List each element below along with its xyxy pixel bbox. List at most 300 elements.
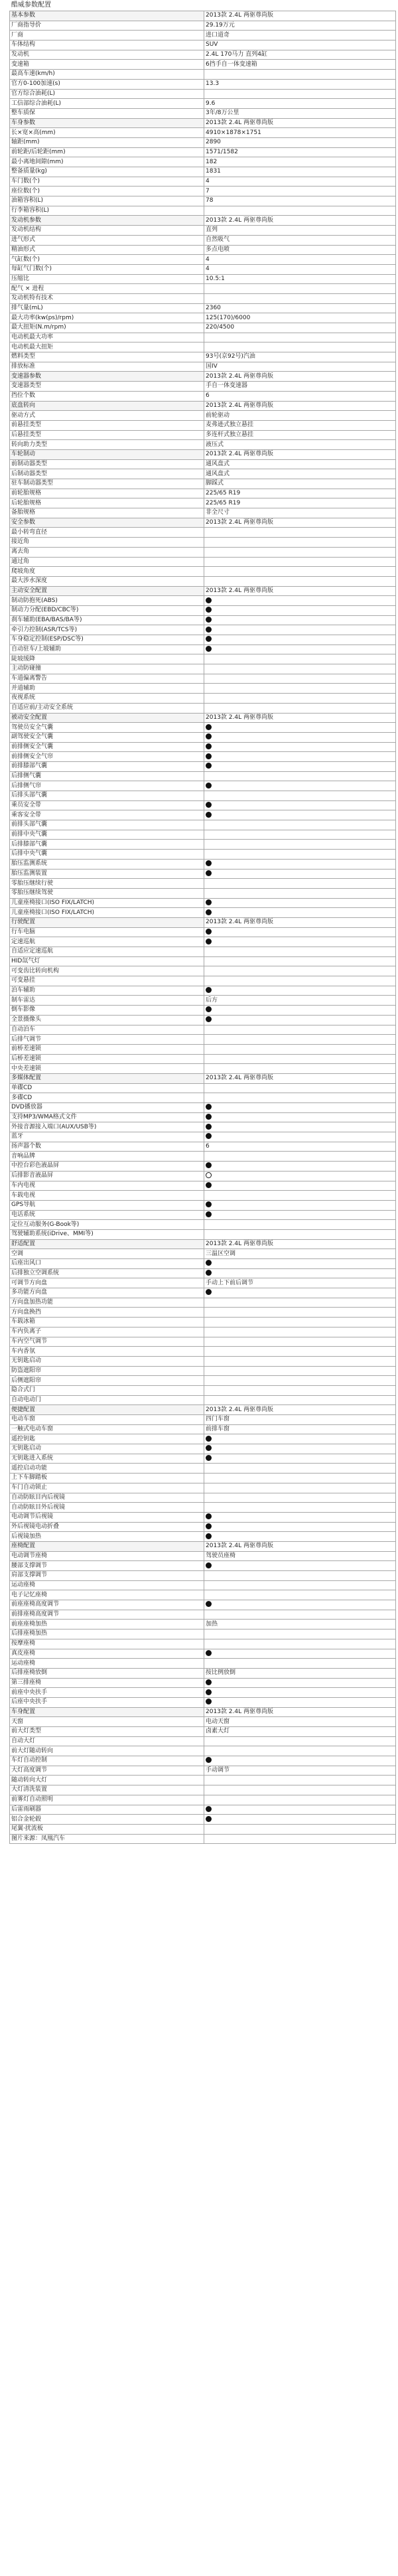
spec-label: 陡坡缓降 (10, 654, 204, 664)
standard-dot-icon (206, 1182, 212, 1188)
spec-value (204, 1639, 396, 1649)
spec-value (204, 1474, 396, 1483)
table-row (10, 908, 396, 918)
spec-label: 扬声器个数 (10, 1142, 204, 1152)
spec-value (204, 1571, 396, 1581)
table-row (10, 1474, 396, 1483)
spec-value: 1831 (204, 167, 396, 177)
standard-dot-icon (206, 1699, 212, 1705)
spec-value (204, 1678, 396, 1688)
spec-label: 车门自动锁止 (10, 1483, 204, 1493)
spec-value: 2013款 2.4L 两驱尊尚版 (204, 372, 396, 382)
spec-label: 车灯自动控制 (10, 1756, 204, 1766)
spec-value (204, 1347, 396, 1357)
spec-value: 麦弗逊式独立悬挂 (204, 420, 396, 430)
spec-sheet (9, 0, 389, 1844)
spec-value (204, 1366, 396, 1376)
standard-dot-icon (206, 1289, 212, 1295)
standard-dot-icon (206, 617, 212, 623)
table-row (10, 1493, 396, 1503)
standard-dot-icon (206, 1114, 212, 1120)
spec-value (204, 1162, 396, 1172)
spec-value: 2013款 2.4L 两驱尊尚版 (204, 586, 396, 596)
spec-label: 牵引力控制(ASR/TCS等) (10, 625, 204, 635)
standard-dot-icon (206, 607, 212, 613)
spec-value (204, 830, 396, 840)
table-row (10, 1571, 396, 1581)
spec-label: 后视镜加热 (10, 1532, 204, 1542)
spec-label: 配气 × 进程 (10, 284, 204, 294)
table-row (10, 196, 396, 206)
table-row (10, 11, 396, 21)
spec-value: 125(170)/6000 (204, 313, 396, 323)
spec-label: 天窗 (10, 1717, 204, 1727)
table-row (10, 898, 396, 908)
spec-label: 运动座椅 (10, 1580, 204, 1590)
spec-label: 发动机结构 (10, 226, 204, 236)
spec-value (204, 538, 396, 548)
table-row (10, 70, 396, 80)
spec-value (204, 1015, 396, 1025)
table-row (10, 216, 396, 226)
spec-label: 燃料类型 (10, 352, 204, 362)
standard-dot-icon (206, 1162, 212, 1168)
spec-label: 前排侧安全气囊 (10, 742, 204, 752)
spec-label: 车内空气调节 (10, 1337, 204, 1347)
spec-value: 液压式 (204, 440, 396, 450)
spec-label: 儿童座椅接口(ISO FIX/LATCH) (10, 898, 204, 908)
standard-dot-icon (206, 1016, 212, 1022)
spec-label: 前雾灯自动照明 (10, 1795, 204, 1805)
spec-value (204, 966, 396, 976)
spec-value (204, 1259, 396, 1269)
spec-label: 防盗遮阳帘 (10, 1366, 204, 1376)
spec-label: 空调 (10, 1249, 204, 1259)
spec-value (204, 1483, 396, 1493)
spec-value (204, 1493, 396, 1503)
table-row (10, 791, 396, 801)
spec-value (204, 1503, 396, 1513)
spec-value (204, 1600, 396, 1610)
spec-value (204, 1824, 396, 1834)
table-row (10, 342, 396, 352)
table-row (10, 1590, 396, 1600)
table-row (10, 927, 396, 937)
standard-dot-icon (206, 1436, 212, 1442)
spec-label: 后制动器类型 (10, 469, 204, 479)
spec-value (204, 1191, 396, 1201)
spec-value (204, 1785, 396, 1795)
spec-label: 无钥匙启动 (10, 1356, 204, 1366)
table-row (10, 1259, 396, 1269)
standard-dot-icon (206, 1806, 212, 1812)
spec-label: HID氙气灯 (10, 956, 204, 966)
spec-label: 驱动方式 (10, 411, 204, 421)
table-row (10, 1532, 396, 1542)
table-row (10, 1668, 396, 1678)
table-row (10, 1044, 396, 1054)
table-row (10, 1707, 396, 1717)
spec-value (204, 342, 396, 352)
spec-value: 4 (204, 177, 396, 187)
spec-label: 后排影音液晶屏 (10, 1171, 204, 1181)
spec-label: 后排座椅加热 (10, 1629, 204, 1639)
standard-dot-icon (206, 812, 212, 818)
spec-value: 6 (204, 391, 396, 401)
table-row (10, 333, 396, 342)
spec-label: 乘员安全带 (10, 800, 204, 810)
table-row (10, 1766, 396, 1776)
spec-value: 2360 (204, 303, 396, 313)
table-row (10, 1376, 396, 1386)
spec-value: 1571/1582 (204, 147, 396, 157)
table-row (10, 226, 396, 236)
spec-value: 四门车窗 (204, 1415, 396, 1425)
table-row (10, 781, 396, 791)
spec-value (204, 635, 396, 645)
spec-label: 驾驶辅助系统(iDrive、MMI等) (10, 1229, 204, 1239)
table-row (10, 1756, 396, 1766)
spec-value (204, 1298, 396, 1308)
table-row (10, 1132, 396, 1142)
table-row (10, 391, 396, 401)
table-row (10, 372, 396, 382)
spec-value (204, 956, 396, 966)
spec-label: 接近角 (10, 538, 204, 548)
spec-value (204, 869, 396, 879)
table-row (10, 235, 396, 245)
spec-label: 官方0-100加速(s) (10, 79, 204, 89)
spec-value: 2013款 2.4L 两驱尊尚版 (204, 917, 396, 927)
spec-label: 驻车制动器类型 (10, 479, 204, 489)
table-row (10, 1736, 396, 1746)
table-row (10, 605, 396, 615)
spec-value (204, 800, 396, 810)
table-row (10, 1142, 396, 1152)
spec-value (204, 1444, 396, 1454)
spec-value (204, 664, 396, 674)
spec-label: 变速器类型 (10, 382, 204, 392)
table-row (10, 703, 396, 713)
spec-label: 方向盘加热功能 (10, 1298, 204, 1308)
table-row (10, 557, 396, 567)
spec-label: 自动防眩目外后视镜 (10, 1503, 204, 1513)
table-row (10, 771, 396, 781)
table-row (10, 362, 396, 372)
spec-value: 多连杆式独立悬挂 (204, 430, 396, 440)
spec-label: 后排独立空调系统 (10, 1268, 204, 1278)
spec-value: SUV (204, 40, 396, 50)
spec-label: 支持MP3/WMA格式文件 (10, 1112, 204, 1122)
spec-label: 舒适配置 (10, 1239, 204, 1249)
table-row (10, 1162, 396, 1172)
spec-label: 自动电动门 (10, 1395, 204, 1405)
spec-value (204, 1044, 396, 1054)
spec-value (204, 1006, 396, 1016)
spec-value: 直列 (204, 226, 396, 236)
spec-value: 前轮驱动 (204, 411, 396, 421)
spec-value (204, 596, 396, 606)
spec-label: 主动安全配置 (10, 586, 204, 596)
spec-value (204, 1659, 396, 1669)
table-row (10, 1795, 396, 1805)
standard-dot-icon (206, 870, 212, 876)
standard-dot-icon (206, 753, 212, 759)
spec-label: 多媒体配置 (10, 1073, 204, 1083)
spec-label: 电动调节后视镜 (10, 1512, 204, 1522)
table-row (10, 1298, 396, 1308)
table-row (10, 1356, 396, 1366)
table-row (10, 1649, 396, 1659)
standard-dot-icon (206, 987, 212, 993)
standard-dot-icon (206, 909, 212, 915)
spec-value: 3年/8万公里 (204, 108, 396, 118)
spec-value: 2013款 2.4L 两驱尊尚版 (204, 449, 396, 459)
spec-label: 后座出风口 (10, 1259, 204, 1269)
standard-dot-icon (206, 646, 212, 652)
table-row (10, 1347, 396, 1357)
spec-label: 副驾驶安全气囊 (10, 732, 204, 742)
spec-value (204, 820, 396, 830)
table-row (10, 1503, 396, 1513)
spec-value (204, 70, 396, 80)
spec-label: 座椅配置 (10, 1541, 204, 1551)
standard-dot-icon (206, 1270, 212, 1276)
spec-value (204, 908, 396, 918)
spec-value: 225/65 R19 (204, 489, 396, 498)
standard-dot-icon (206, 1260, 212, 1266)
spec-value (204, 293, 396, 303)
table-row (10, 352, 396, 362)
table-row (10, 1035, 396, 1045)
spec-value: 2013款 2.4L 两驱尊尚版 (204, 1405, 396, 1415)
table-row (10, 1415, 396, 1425)
spec-value (204, 771, 396, 781)
spec-label: 行李箱容积(L) (10, 206, 204, 216)
spec-label: 前大灯随动转向 (10, 1746, 204, 1756)
spec-label: 多碟CD (10, 1093, 204, 1103)
spec-label: 遥控启动功能 (10, 1464, 204, 1474)
spec-value (204, 1103, 396, 1113)
spec-label: 最大功率(kw(ps)/rpm) (10, 313, 204, 323)
spec-value (204, 703, 396, 713)
spec-label: 无钥匙启动 (10, 1444, 204, 1454)
spec-value (204, 1756, 396, 1766)
spec-label: 车内负离子 (10, 1327, 204, 1337)
standard-dot-icon (206, 636, 212, 642)
table-row (10, 1181, 396, 1191)
table-row (10, 411, 396, 421)
spec-label: 排气量(mL) (10, 303, 204, 313)
table-row (10, 323, 396, 333)
spec-value: 脚踩式 (204, 479, 396, 489)
table-row (10, 1239, 396, 1249)
spec-label: 零胎压继续行驶 (10, 879, 204, 889)
spec-value: 手动上下前后调节 (204, 1278, 396, 1288)
spec-value (204, 1122, 396, 1132)
spec-table (9, 11, 396, 1844)
spec-value (204, 1288, 396, 1298)
spec-label: 便捷配置 (10, 1405, 204, 1415)
spec-label: 后排气调节 (10, 1035, 204, 1045)
table-row (10, 1444, 396, 1454)
spec-value: 4910×1878×1751 (204, 128, 396, 138)
spec-label: 车载电视 (10, 1191, 204, 1201)
spec-label: 座位数(个) (10, 187, 204, 196)
table-row (10, 420, 396, 430)
spec-value: 电动天窗 (204, 1717, 396, 1727)
table-row (10, 869, 396, 879)
table-row (10, 859, 396, 869)
table-row (10, 713, 396, 723)
spec-label: 后轮胎规格 (10, 498, 204, 508)
table-row (10, 830, 396, 840)
table-row (10, 89, 396, 99)
spec-label: 方向盘换挡 (10, 1308, 204, 1318)
spec-label: 前大灯类型 (10, 1727, 204, 1737)
standard-dot-icon (206, 1533, 212, 1539)
spec-label: 电动车窗 (10, 1415, 204, 1425)
table-row (10, 810, 396, 820)
spec-value (204, 644, 396, 654)
spec-label: 发动机特有技术 (10, 293, 204, 303)
table-row (10, 1191, 396, 1201)
spec-label: 音响品牌 (10, 1152, 204, 1162)
spec-label: 备胎规格 (10, 508, 204, 518)
spec-value (204, 1454, 396, 1464)
spec-label: 后排侧气帘 (10, 781, 204, 791)
spec-label: 全景摄像头 (10, 1015, 204, 1025)
table-row (10, 274, 396, 284)
spec-value: 2013款 2.4L 两驱尊尚版 (204, 1541, 396, 1551)
spec-label: 电动机最大功率 (10, 333, 204, 342)
table-row (10, 684, 396, 694)
spec-label: 压缩比 (10, 274, 204, 284)
spec-value (204, 742, 396, 752)
standard-dot-icon (206, 1523, 212, 1529)
table-row (10, 615, 396, 625)
table-row (10, 1220, 396, 1230)
spec-value: 6挡手自一体变速箱 (204, 60, 396, 70)
spec-label: 真皮座椅 (10, 1649, 204, 1659)
table-row (10, 245, 396, 255)
spec-label: 排放标准 (10, 362, 204, 372)
spec-value (204, 528, 396, 538)
table-row (10, 820, 396, 830)
spec-value (204, 1229, 396, 1239)
spec-value: 手动调节 (204, 1766, 396, 1776)
spec-label: 多功能方向盘 (10, 1288, 204, 1298)
spec-value (204, 927, 396, 937)
table-row (10, 742, 396, 752)
spec-label: 后排头部气囊 (10, 791, 204, 801)
spec-label: DVD播放器 (10, 1103, 204, 1113)
spec-label: 通过角 (10, 557, 204, 567)
spec-label: 蓝牙 (10, 1132, 204, 1142)
table-row (10, 449, 396, 459)
spec-label: 按摩座椅 (10, 1639, 204, 1649)
table-row (10, 50, 396, 60)
spec-label: 自动驻车/上坡辅助 (10, 644, 204, 654)
spec-value: 多点电喷 (204, 245, 396, 255)
spec-label: 主动防碰撞 (10, 664, 204, 674)
table-row (10, 576, 396, 586)
table-row (10, 498, 396, 508)
table-row (10, 1337, 396, 1347)
table-row (10, 1278, 396, 1288)
table-row (10, 1659, 396, 1669)
table-row (10, 1093, 396, 1103)
spec-label: 自动防眩目内后视镜 (10, 1493, 204, 1503)
table-row (10, 1551, 396, 1561)
spec-value (204, 1132, 396, 1142)
spec-label: 前排头部气囊 (10, 820, 204, 830)
spec-value (204, 1210, 396, 1220)
table-row (10, 567, 396, 577)
table-row (10, 1103, 396, 1113)
spec-label: 零胎压继续驾驶 (10, 888, 204, 898)
spec-label: 乘客安全带 (10, 810, 204, 820)
table-row (10, 1785, 396, 1795)
table-row (10, 1405, 396, 1415)
spec-label: 后座中央扶手 (10, 1697, 204, 1707)
spec-value (204, 1318, 396, 1327)
spec-label: 油箱容积(L) (10, 196, 204, 206)
spec-label: 基本参数 (10, 11, 204, 21)
spec-label: 后桥差速锁 (10, 1054, 204, 1064)
table-row (10, 1171, 396, 1181)
table-row (10, 1600, 396, 1610)
spec-label: 车载冰箱 (10, 1318, 204, 1327)
spec-label: 行车电脑 (10, 927, 204, 937)
spec-label: 遥控钥匙 (10, 1434, 204, 1444)
spec-value: 手自一体变速器 (204, 382, 396, 392)
spec-label: 后排座椅放倒 (10, 1668, 204, 1678)
table-row (10, 1522, 396, 1532)
spec-value (204, 1327, 396, 1337)
spec-value (204, 694, 396, 704)
table-row (10, 723, 396, 733)
table-row (10, 128, 396, 138)
table-row (10, 586, 396, 596)
spec-value (204, 1522, 396, 1532)
standard-dot-icon (206, 1601, 212, 1607)
table-row (10, 99, 396, 109)
table-row (10, 284, 396, 294)
table-row (10, 1054, 396, 1064)
table-row (10, 177, 396, 187)
spec-value (204, 976, 396, 986)
spec-label: 单碟CD (10, 1083, 204, 1093)
spec-label: 被动安全配置 (10, 713, 204, 723)
spec-value: 2.4L 170马力 直列4缸 (204, 50, 396, 60)
spec-value (204, 1512, 396, 1522)
spec-label: 前排侧安全气帘 (10, 752, 204, 762)
spec-value: 自然吸气 (204, 235, 396, 245)
spec-label: 自适应定速巡航 (10, 947, 204, 957)
table-row (10, 1268, 396, 1278)
spec-value: 加热 (204, 1620, 396, 1629)
spec-value (204, 1356, 396, 1366)
table-row (10, 1727, 396, 1737)
spec-label: 后排中央气囊 (10, 850, 204, 860)
spec-value (204, 1815, 396, 1825)
spec-value (204, 937, 396, 947)
spec-label: 运动座椅 (10, 1659, 204, 1669)
spec-label: 最大涉水深度 (10, 576, 204, 586)
standard-dot-icon (206, 763, 212, 769)
standard-dot-icon (206, 1679, 212, 1685)
